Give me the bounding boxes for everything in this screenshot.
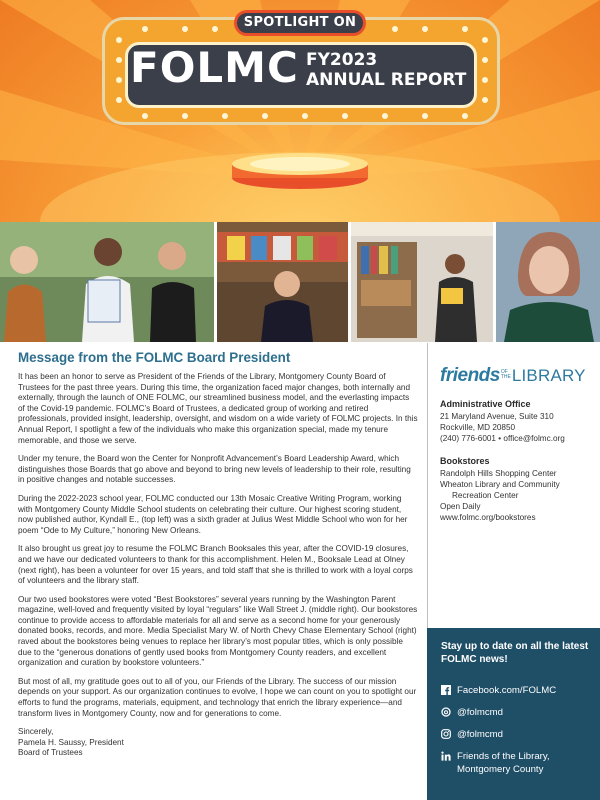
bookstores-heading: Bookstores: [440, 456, 490, 466]
photo-mosaic-winner: [0, 222, 214, 342]
spotlight-stage: [230, 150, 370, 190]
signoff-name: Pamela H. Saussy, President: [18, 737, 124, 747]
threads-link[interactable]: [441, 706, 596, 720]
linkedin-label-line2: Montgomery County: [457, 764, 544, 775]
office-heading: Administrative Office: [440, 399, 531, 409]
newsletter-cta: Stay up to date on all the latest FOLMC news!: [441, 641, 589, 665]
linkedin-link-cont[interactable]: [441, 763, 596, 777]
logo-friends: friends: [440, 365, 500, 386]
instagram-link[interactable]: [441, 728, 596, 742]
spotlight-pill: SPOTLIGHT ON: [234, 10, 366, 36]
report-name: ANNUAL REPORT: [306, 70, 467, 90]
logo-of-the: OF THE: [500, 369, 511, 380]
bookstore-location-1: Randolph Hills Shopping Center: [440, 469, 557, 478]
message-paragraph-2: Under my tenure, the Board won the Center for Nonprofit Advancement’s Board Leadership Award, which distinguishes those Boards that go above and beyond to bring new levels of leadership to their role, resulting in positive changes and notable successes.: [18, 454, 411, 485]
office-contact[interactable]: (240) 776-6001 • office@folmc.org: [440, 434, 565, 443]
hero-banner: [0, 0, 600, 222]
photo-bookstore-regular: [351, 222, 493, 342]
message-paragraph-4: It also brought us great joy to resume the FOLMC Branch Booksales this year, after the COVID-19 closures, and we have our dedicated volunteers to thank for this accomplishment. Helen M., Booksale Lead at Olney (next right), has been a volunteer for over 15 years, and told staff that she is thrilled to work with a loyal corps of volunteers and the library staff.: [18, 544, 413, 586]
message-paragraph-3: During the 2022-2023 school year, FOLMC conducted our 13th Mosaic Creative Writing Program, working with Montgomery County Middle School students on celebrating their culture. Our highest scoring student, now published author, Kyndall E., (top left) was a sixth grader at Julius West Middle School who won for her poem “Ode to My Culture,” honoring New Orleans.: [18, 493, 408, 535]
photo-booksale-volunteer: [217, 222, 348, 342]
bookstore-location-2: Wheaton Library and Community: [440, 480, 560, 489]
message-paragraph-1: It has been an honor to serve as President of the Friends of the Library, Montgomery County Board of Trustees for the past three years. During this time, the organization faced major changes, both internally and externally, through the launch of ONE FOLMC, our streamlined business model, and the everlasting impacts of the Covid-19 pandemic. FOLMC’s Board of Trustees, a dedicated group of working and retired professionals, provided insight, leadership, oversight, and wisdom on a wide variety of FOLMC projects. In this Annual Report, I spotlight a few of the individuals who make this organization special, made my tenure memorable, and those we serve.: [18, 372, 418, 445]
sidebar: [440, 343, 596, 523]
instagram-label: @folmcmd: [457, 729, 503, 740]
signoff-closing: Sincerely,: [18, 727, 54, 737]
linkedin-label-line1: Friends of the Library,: [457, 751, 550, 762]
photo-media-specialist: [496, 222, 600, 342]
social-panel: [427, 628, 600, 800]
threads-icon: [441, 707, 451, 717]
message-paragraph-6: But most of all, my gratitude goes out to all of you, our Friends of the Library. The success of our mission depends on your support. As our organization continues to evolve, I hope we can count on you to spotlight our efforts to fund the programs, materials, equipment, and technology that enrich the library experience—and transform lives in Montgomery County, now and for generations to come.: [18, 676, 417, 718]
bookstores-link[interactable]: www.folmc.org/bookstores: [440, 513, 536, 522]
bookstore-location-2-cont: Recreation Center: [452, 491, 519, 500]
photo-strip: [0, 222, 600, 342]
logo-library: LIBRARY: [511, 366, 586, 385]
office-city: Rockville, MD 20850: [440, 423, 516, 432]
facebook-link[interactable]: [441, 684, 596, 698]
column-divider: [427, 343, 428, 628]
brand-title: FOLMC: [130, 43, 299, 92]
facebook-label: Facebook.com/FOLMC: [457, 685, 557, 696]
facebook-icon: [441, 685, 451, 695]
office-address: 21 Maryland Avenue, Suite 310: [440, 412, 554, 421]
president-message: [18, 350, 418, 759]
friends-of-the-library-logo: [440, 365, 596, 387]
message-paragraph-5: Our two used bookstores were voted “Best Bookstores” several years running by the Washington Parent magazine, well-loved and frequently visited by loyal “regulars” like Wall Street J. (middle right). Our bookstores continue to provide access to affordable materials for all and serve as a second home for your generously donated books, records, and more. Media Specialist Mary W. of North Chevy Chase Elementary School (right) raved about the bookstores being venues to replace her library’s most popular titles, which is only possible due to the “generous donations of gently used books from Montgomery County readers, and excellent organization and curation by bookstore volunteers.”: [18, 594, 418, 668]
threads-label: @folmcmd: [457, 707, 503, 718]
message-heading: Message from the FOLMC Board President: [18, 350, 291, 365]
linkedin-icon: [441, 751, 451, 761]
instagram-icon: [441, 729, 451, 739]
linkedin-link[interactable]: [441, 750, 596, 764]
report-title: [306, 50, 466, 90]
report-year: FY2023: [306, 50, 378, 70]
bookstore-hours: Open Daily: [440, 502, 481, 511]
signoff-title: Board of Trustees: [18, 748, 83, 758]
